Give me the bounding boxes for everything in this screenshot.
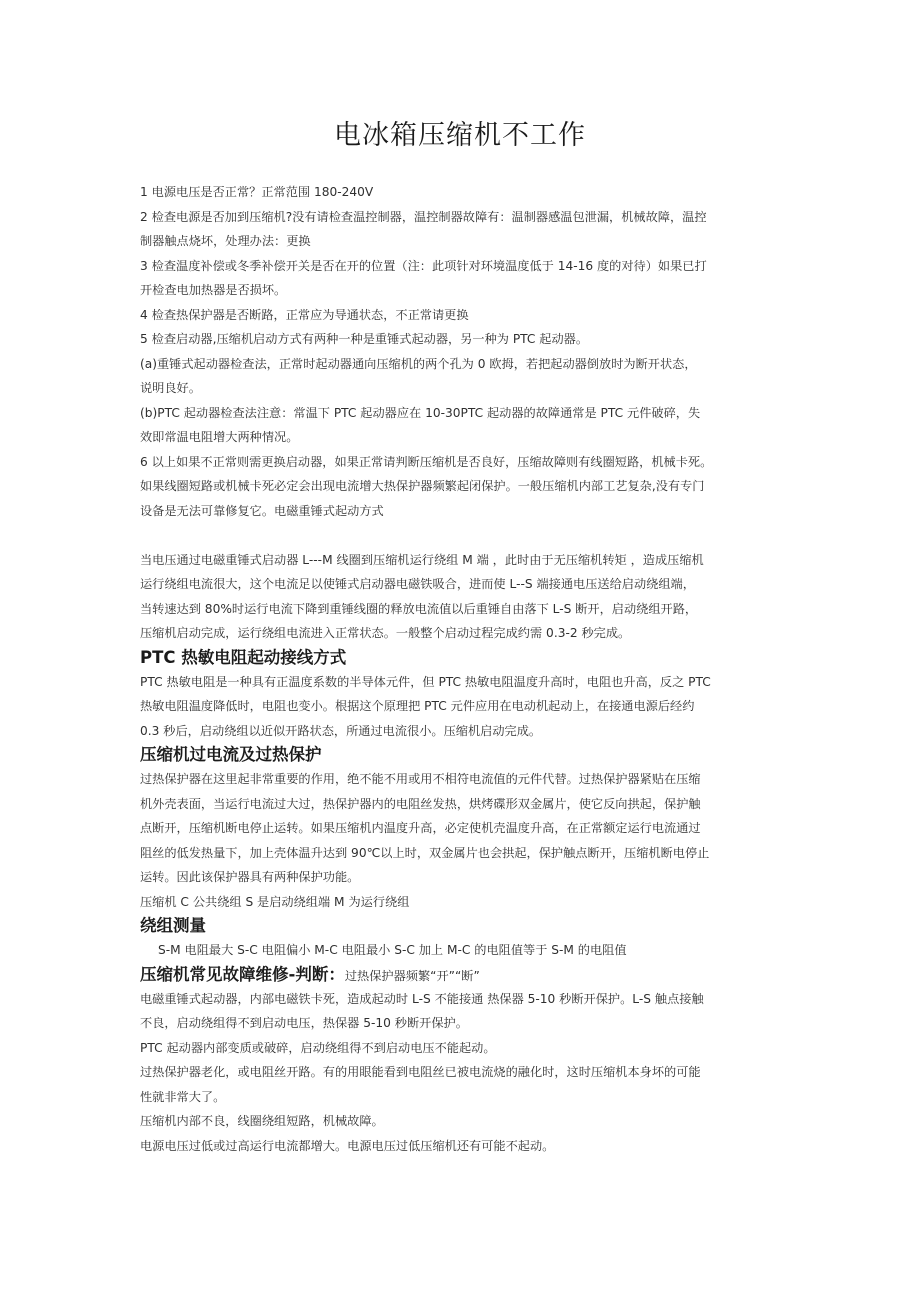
document-body <box>140 180 800 1158</box>
paragraph-line: 开检查电加热器是否损坏。 <box>140 283 287 297</box>
section-heading-sub: 过热保护器频繁“开”“断” <box>344 968 480 983</box>
paragraph-line: 如果线圈短路或机械卡死必定会出现电流增大热保护器频繁起闭保护。一般压缩机内部工艺复杂,没有专门 <box>140 479 705 493</box>
paragraph-line: 电源电压过低或过高运行电流都增大。电源电压过低压缩机还有可能不起动。 <box>140 1138 555 1153</box>
paragraph-line: 制器触点烧坏，处理办法：更换 <box>140 234 311 248</box>
paragraph-line: PTC 热敏电阻是一种具有正温度系数的半导体元件，但 PTC 热敏电阻温度升高时，电阻也升高，反之 PTC <box>140 674 711 689</box>
paragraph-line: 当电压通过电磁重锤式启动器 L---M 线圈到压缩机运行绕组 M 端 ，此时由于无压缩机转矩 ，造成压缩机 <box>140 552 704 567</box>
paragraph-line: (a)重锤式起动器检查法，正常时起动器通向压缩机的两个孔为 0 欧拇，若把起动器倒放时为断开状态， <box>140 356 697 371</box>
paragraph-line: 运行绕组电流很大，这个电流足以使锤式启动器电磁铁吸合，进而使 L--S 端接通电压送给启动绕组端， <box>140 577 695 591</box>
paragraph-line: 热敏电阻温度降低时，电阻也变小。根据这个原理把 PTC 元件应用在电动机起动上，在接通电源后经约 <box>140 699 695 713</box>
paragraph-line: 阻丝的低发热量下，加上壳体温升达到 90℃以上时，双金属片也会拱起，保护触点断开，压缩机断电停止 <box>140 845 710 860</box>
paragraph-line: 运转。因此该保护器具有两种保护功能。 <box>140 870 360 884</box>
paragraph-line: 3 检查温度补偿或冬季补偿开关是否在开的位置（注：此项针对环境温度低于 14-16 度的对待）如果已打 <box>140 258 707 273</box>
paragraph-line: 当转速达到 80%时运行电流下降到重锤线圈的释放电流值以后重锤自由落下 L-S 断开，启动绕组开路， <box>140 601 698 616</box>
section-ptc <box>140 646 800 744</box>
paragraph-line: 性就非常大了。 <box>140 1089 226 1104</box>
section-heading: 压缩机过电流及过热保护 <box>140 745 322 764</box>
paragraph-line: 设备是无法可靠修复它。电磁重锤式起动方式 <box>140 503 384 518</box>
section-heading: PTC 热敏电阻起动接线方式 <box>140 647 347 667</box>
winding-measurement-line: S-M 电阻最大 S-C 电阻偏小 M-C 电阻最小 S-C 加上 M-C 的电阻值等于 S-M 的电阻值 <box>158 943 627 957</box>
section-checklist <box>140 180 800 523</box>
paragraph-line: 压缩机 C 公共绕组 S 是启动绕组端 M 为运行绕组 <box>140 894 410 909</box>
paragraph-line: 压缩机内部不良，线圈绕组短路，机械故障。 <box>140 1114 384 1128</box>
paragraph-line: 1 电源电压是否正常？正常范围 180-240V <box>140 185 374 199</box>
section-heading-text: 压缩机常见故障维修-判断： <box>140 964 345 984</box>
paragraph-line: 效即常温电阻增大两种情况。 <box>140 430 299 444</box>
paragraph-line: 0.3 秒后，启动绕组以近似开路状态，所通过电流很小。压缩机启动完成。 <box>140 723 542 738</box>
paragraph-line: 机外壳表面，当运行电流过大过，热保护器内的电阻丝发热，烘烤碟形双金属片，使它反向拱起，保护触 <box>140 796 701 811</box>
section-hammer-starter <box>140 548 800 646</box>
blank-line <box>140 523 800 548</box>
paragraph-line: 2 检查电源是否加到压缩机?没有请检查温控制器，温控制器故障有：温制器感温包泄漏，机械故障，温控 <box>140 209 707 224</box>
section-winding <box>140 914 800 963</box>
section-overcurrent <box>140 743 800 914</box>
paragraph-line: 不良，启动绕组得不到启动电压，热保器 5-10 秒断开保护。 <box>140 1016 468 1030</box>
section-heading <box>140 963 800 987</box>
section-faults <box>140 963 800 1159</box>
paragraph-line: 点断开，压缩机断电停止运转。如果压缩机内温度升高，必定使机壳温度升高，在正常额定运行电流通过 <box>140 821 701 835</box>
paragraph-line: PTC 起动器内部变质或破碎，启动绕组得不到启动电压不能起动。 <box>140 1040 496 1055</box>
paragraph-line: 压缩机启动完成，运行绕组电流进入正常状态。一般整个启动过程完成约需 0.3-2 秒完成。 <box>140 626 631 640</box>
paragraph-line: 电磁重锤式起动器，内部电磁铁卡死，造成起动时 L-S 不能接通 热保器 5-10 秒断开保护。L-S 触点接触 <box>140 991 704 1006</box>
paragraph-line: (b)PTC 起动器检查法注意：常温下 PTC 起动器应在 10-30PTC 起动器的故障通常是 PTC 元件破碎，失 <box>140 405 701 420</box>
paragraph-line: 过热保护器在这里起非常重要的作用，绝不能不用或用不相符电流值的元件代替。过热保护器紧贴在压缩 <box>140 772 701 786</box>
paragraph-line: 说明良好。 <box>140 381 201 395</box>
page-title: 电冰箱压缩机不工作 <box>334 120 586 151</box>
paragraph-line: 过热保护器老化，或电阻丝开路。有的用眼能看到电阻丝已被电流烧的融化时，这时压缩机本身坏的可能 <box>140 1065 701 1079</box>
paragraph-line: 4 检查热保护器是否断路，正常应为导通状态，不正常请更换 <box>140 307 469 322</box>
paragraph-line: 5 检查启动器,压缩机启动方式有两种一种是重锤式起动器，另一种为 PTC 起动器。 <box>140 332 589 346</box>
section-heading: 绕组测量 <box>140 916 206 935</box>
paragraph-line: 6 以上如果不正常则需更换启动器，如果正常请判断压缩机是否良好，压缩故障则有线圈短路，机械卡死。 <box>140 454 713 469</box>
